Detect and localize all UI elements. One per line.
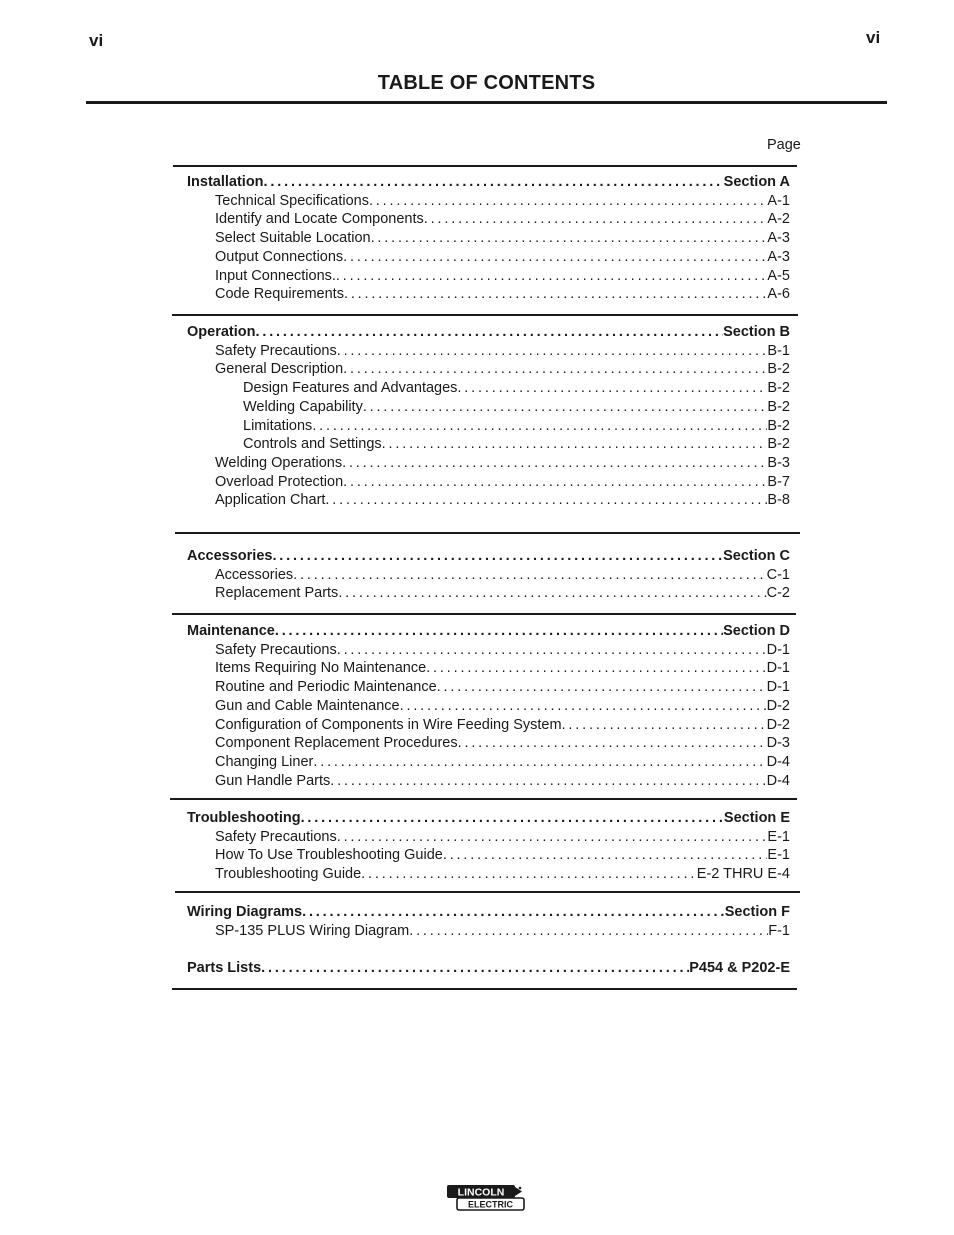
toc-entry-page: D-1 bbox=[766, 641, 790, 658]
toc-entry bbox=[243, 398, 790, 417]
toc-section-heading-label: Troubleshooting bbox=[187, 810, 301, 826]
toc-entry-page: C-2 bbox=[766, 585, 790, 602]
toc-entry-page: A-6 bbox=[767, 286, 790, 303]
toc-entry-page: A-3 bbox=[767, 248, 790, 265]
dot-leader bbox=[337, 828, 768, 847]
dot-leader bbox=[343, 473, 767, 492]
toc-entry-page: B-1 bbox=[767, 342, 790, 359]
toc-entry-page: D-1 bbox=[766, 679, 790, 696]
toc-entry bbox=[215, 267, 790, 286]
page-title: TABLE OF CONTENTS bbox=[377, 72, 596, 94]
toc-entry-label: Controls and Settings bbox=[243, 436, 382, 453]
toc-entry bbox=[215, 678, 790, 697]
dot-leader bbox=[293, 566, 766, 585]
toc-section-heading-page: Section C bbox=[723, 548, 790, 564]
toc-entry bbox=[215, 716, 790, 735]
dot-leader bbox=[275, 622, 723, 641]
toc-entry-page: B-8 bbox=[767, 492, 790, 509]
toc-entry-label: Items Requiring No Maintenance bbox=[215, 660, 427, 677]
toc-entry-label: Safety Precautions bbox=[215, 828, 337, 845]
toc-entry-label: Overload Protection bbox=[215, 473, 344, 490]
toc-entry-label: Component Replacement Procedures bbox=[215, 735, 458, 752]
toc-entry-page: B-2 bbox=[767, 436, 790, 453]
toc-entry-page: A-2 bbox=[767, 211, 790, 228]
toc-entry-label: Changing Liner bbox=[215, 753, 314, 770]
dot-leader bbox=[371, 229, 768, 248]
toc-entry bbox=[215, 454, 790, 473]
toc-section-heading bbox=[187, 173, 790, 192]
dot-leader bbox=[363, 398, 768, 417]
toc-entry bbox=[215, 229, 790, 248]
toc-entry bbox=[215, 828, 790, 847]
dot-leader bbox=[330, 772, 766, 791]
toc-section-heading bbox=[187, 809, 790, 828]
toc-section-heading-page: Section E bbox=[723, 810, 790, 826]
toc-entry-label: Troubleshooting Guide bbox=[215, 866, 362, 883]
dot-leader bbox=[302, 903, 725, 922]
toc-entry-label: Design Features and Advantages bbox=[243, 380, 458, 397]
toc-entry-page: D-4 bbox=[766, 772, 790, 789]
toc-entry bbox=[215, 566, 790, 585]
toc-section-heading-page: Section D bbox=[723, 623, 790, 639]
toc-entry-label: Replacement Parts bbox=[215, 585, 339, 602]
toc-section-heading bbox=[187, 622, 790, 641]
dot-leader bbox=[443, 846, 768, 865]
toc-section-heading-label: Accessories bbox=[187, 548, 273, 564]
page-column-label: Page bbox=[767, 137, 801, 153]
section-rule bbox=[172, 613, 796, 615]
page-number-left: vi bbox=[89, 31, 104, 50]
toc-entry-page: B-2 bbox=[767, 380, 790, 397]
toc-entry-label: SP-135 PLUS Wiring Diagram bbox=[215, 922, 410, 939]
toc-entry-page: E-1 bbox=[767, 847, 790, 864]
toc-section-heading-label: Wiring Diagrams bbox=[187, 904, 303, 920]
toc-entry-label: Application Chart bbox=[215, 492, 326, 509]
dot-leader bbox=[400, 697, 767, 716]
toc-entry-label: Select Suitable Location bbox=[215, 230, 371, 247]
toc-entry-label: Safety Precautions bbox=[215, 641, 337, 658]
dot-leader bbox=[426, 659, 766, 678]
dot-leader bbox=[338, 584, 766, 603]
dot-leader bbox=[409, 922, 768, 941]
toc-entry-label: Accessories bbox=[215, 566, 294, 583]
toc-entry-label: Safety Precautions bbox=[215, 342, 337, 359]
dot-leader bbox=[337, 342, 768, 361]
toc-entry-page: B-2 bbox=[767, 398, 790, 415]
toc-entry-page: B-3 bbox=[767, 454, 790, 471]
toc-entry-label: Welding Operations bbox=[215, 454, 343, 471]
title-rule bbox=[86, 101, 887, 104]
toc-entry-page: B-2 bbox=[767, 361, 790, 378]
toc-section-heading-label: Operation bbox=[187, 324, 256, 340]
toc-entry bbox=[215, 641, 790, 660]
toc-entry-label: Routine and Periodic Maintenance bbox=[215, 679, 437, 696]
toc-entry-label: Technical Specifications bbox=[215, 192, 369, 209]
logo-line2: ELECTRIC bbox=[468, 1199, 513, 1210]
dot-leader bbox=[458, 734, 767, 753]
dot-leader bbox=[382, 435, 768, 454]
toc-entry-page: E-1 bbox=[767, 828, 790, 845]
toc-entry-page: A-1 bbox=[767, 192, 790, 209]
toc-entry-page: A-5 bbox=[767, 267, 790, 284]
dot-leader bbox=[255, 323, 723, 342]
dot-leader bbox=[336, 267, 768, 286]
toc-entry-page: D-2 bbox=[766, 697, 790, 714]
toc-entry-page: F-1 bbox=[768, 922, 790, 939]
dot-leader bbox=[261, 959, 689, 978]
dot-leader bbox=[264, 173, 724, 192]
toc-entry-label: Configuration of Components in Wire Feeding System bbox=[215, 716, 562, 733]
lincoln-electric-logo bbox=[445, 1184, 527, 1212]
dot-leader bbox=[272, 547, 723, 566]
toc-entry-label: Welding Capability bbox=[243, 398, 363, 415]
toc-section-heading-page: Section F bbox=[724, 904, 790, 920]
toc-entry bbox=[215, 697, 790, 716]
dot-leader bbox=[343, 360, 767, 379]
dot-leader bbox=[313, 753, 766, 772]
logo-line1: LINCOLN bbox=[457, 1186, 505, 1199]
dot-leader bbox=[343, 248, 767, 267]
toc-entry bbox=[243, 417, 790, 436]
toc-entry bbox=[215, 473, 790, 492]
toc-entry-page: B-7 bbox=[767, 473, 790, 490]
dot-leader bbox=[312, 417, 767, 436]
dot-leader bbox=[301, 809, 724, 828]
toc-entry-page: D-4 bbox=[766, 753, 790, 770]
toc-entry bbox=[215, 285, 790, 304]
toc-entry bbox=[243, 435, 790, 454]
dot-leader bbox=[342, 454, 767, 473]
toc-entry bbox=[215, 210, 790, 229]
dot-leader bbox=[361, 865, 697, 884]
toc-entry bbox=[215, 360, 790, 379]
section-rule bbox=[172, 314, 798, 316]
toc-entry-label: Limitations bbox=[243, 417, 313, 434]
toc-entry-page: B-2 bbox=[767, 417, 790, 434]
toc-section-heading-page: Section B bbox=[723, 324, 790, 340]
toc-section-heading-label: Parts Lists bbox=[187, 960, 262, 976]
toc-entry-label: How To Use Troubleshooting Guide bbox=[215, 847, 443, 864]
toc-entry bbox=[215, 922, 790, 941]
toc-entry bbox=[215, 753, 790, 772]
toc-section-heading bbox=[187, 903, 790, 922]
toc-entry bbox=[215, 192, 790, 211]
toc-entry bbox=[215, 584, 790, 603]
toc-section-heading-page: Section A bbox=[723, 174, 790, 190]
toc-entry bbox=[215, 491, 790, 510]
toc-section-heading-page: P454 & P202-E bbox=[689, 960, 790, 976]
toc-entry bbox=[243, 379, 790, 398]
section-rule bbox=[173, 165, 797, 167]
toc-entry-label: Input Connections. bbox=[215, 267, 336, 284]
toc-entry-label: General Description bbox=[215, 361, 344, 378]
toc-section-heading bbox=[187, 547, 790, 566]
section-rule bbox=[172, 988, 797, 990]
toc-entry bbox=[215, 772, 790, 791]
dot-leader bbox=[325, 491, 767, 510]
dot-leader bbox=[562, 716, 767, 735]
dot-leader bbox=[424, 210, 768, 229]
toc-entry-page: A-3 bbox=[767, 230, 790, 247]
toc-entry-label: Code Requirements bbox=[215, 286, 344, 303]
toc-entry-label: Gun and Cable Maintenance bbox=[215, 697, 400, 714]
toc-entry bbox=[215, 659, 790, 678]
toc-entry bbox=[215, 865, 790, 884]
dot-leader bbox=[344, 285, 767, 304]
toc-section-heading bbox=[187, 323, 790, 342]
toc-entry bbox=[215, 846, 790, 865]
section-rule bbox=[175, 532, 800, 534]
toc-entry bbox=[215, 342, 790, 361]
toc-entry bbox=[215, 734, 790, 753]
toc-entry-label: Identify and Locate Components bbox=[215, 211, 424, 228]
toc-section-heading bbox=[187, 959, 790, 978]
toc-entry-page: D-3 bbox=[766, 735, 790, 752]
dot-leader bbox=[437, 678, 767, 697]
dot-leader bbox=[337, 641, 767, 660]
toc-entry-page: D-2 bbox=[766, 716, 790, 733]
toc-entry-label: Gun Handle Parts bbox=[215, 772, 331, 789]
section-rule bbox=[175, 891, 800, 893]
toc-entry-page: D-1 bbox=[766, 660, 790, 677]
page-number-right: vi bbox=[866, 28, 881, 47]
toc-section-heading-label: Installation bbox=[187, 174, 264, 190]
toc-section-heading-label: Maintenance bbox=[187, 623, 275, 639]
toc-entry-page: E-2 THRU E-4 bbox=[696, 866, 790, 883]
toc-entry bbox=[215, 248, 790, 267]
toc-entry-label: Output Connections bbox=[215, 248, 344, 265]
dot-leader bbox=[369, 192, 767, 211]
dot-leader bbox=[457, 379, 767, 398]
section-rule bbox=[170, 798, 797, 800]
toc-entry-page: C-1 bbox=[766, 566, 790, 583]
